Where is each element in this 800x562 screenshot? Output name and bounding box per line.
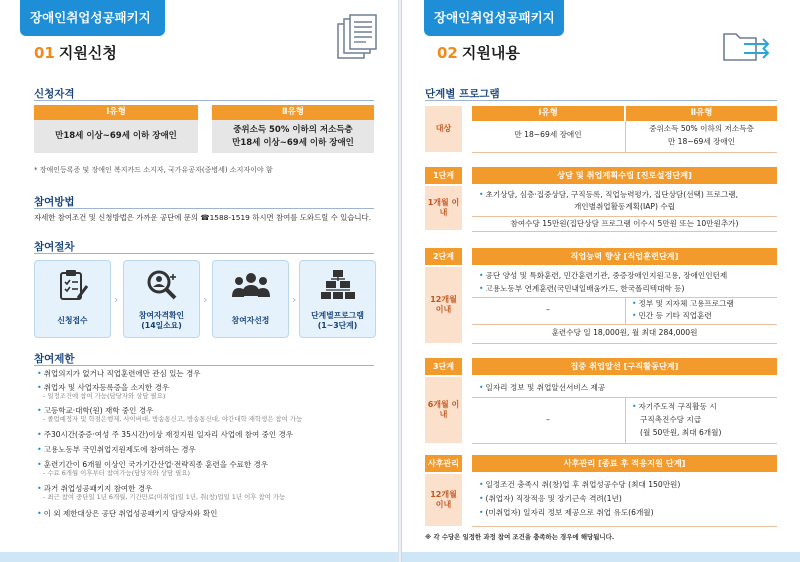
after-label: 사후관리 bbox=[425, 455, 462, 472]
stage2-dash: – bbox=[546, 305, 550, 314]
type1-label: Ⅰ유형 bbox=[34, 105, 198, 120]
hierarchy-icon bbox=[300, 267, 375, 303]
restriction-sub: - 최근 참여 중단일 1년 6개월, 기간만료(미취업)일 1년, 취(창)업일 1년 이후 참여 가능 bbox=[43, 492, 286, 501]
procedure-step-label bbox=[300, 307, 375, 335]
stage1-title: 상담 및 취업계획수립 [진로설정단계] bbox=[472, 167, 777, 184]
restriction-item: • 주30시간(중증·여성 주 35시간)이상 재정지원 일자리 사업에 참여 중인 경우 bbox=[37, 430, 293, 439]
method-heading: 참여방법 bbox=[34, 196, 75, 208]
stage1-line1: • 초기상담, 심층·집중상담, 구직등록, 직업능력평가, 집단상담(선택) 프로그램, bbox=[479, 190, 739, 199]
procedure-step-label bbox=[213, 307, 288, 335]
restriction-text: 고등학교·대학(원) 재학 중인 경우 bbox=[43, 406, 154, 415]
after-line2: • (취업자) 직장적응 및 장기근속 격려(1년) bbox=[479, 494, 622, 503]
target-type1-text: 만 18~69세 장애인 bbox=[514, 130, 582, 139]
stage2-label: 2단계 bbox=[425, 248, 462, 265]
type2-box bbox=[212, 120, 374, 153]
group-icon bbox=[213, 267, 288, 303]
divider bbox=[472, 216, 777, 217]
type2-label: Ⅱ유형 bbox=[212, 105, 374, 120]
type2-line1: 중위소득 50% 이하의 저소득층 bbox=[233, 125, 353, 136]
stage3-title: 집중 취업알선 [구직활동단계] bbox=[472, 358, 777, 375]
stage2-right2: • 민간 등 기타 직업훈련 bbox=[632, 311, 712, 320]
stage3-right1: • 자기주도적 구직활동 시 bbox=[632, 402, 717, 411]
restriction-sub: - 수료 6개월 이후부터 참여가능(담당자와 상담 필요) bbox=[43, 468, 191, 477]
restriction-item: • 취업의지가 없거나 직업훈련에만 관심 있는 경우 bbox=[37, 369, 201, 378]
after-title: 사후관리 [종료 후 적응지원 단계] bbox=[472, 455, 777, 472]
stage3-line1-text: 일자리 정보 및 취업알선서비스 제공 bbox=[485, 383, 606, 392]
stage2-right1: • 정부 및 지자체 고용프로그램 bbox=[632, 299, 734, 308]
stage3-right3: (월 50만원, 최대 6개월) bbox=[640, 428, 722, 437]
restriction-sub: - 일정조건에 참여 가능(담당자와 상담 필요) bbox=[43, 391, 166, 400]
method-text: 자세한 참여조건 및 신청방법은 가까운 공단에 문의 ☎1588-1519 하시면 참여를 도와드릴 수 있습니다. bbox=[34, 213, 372, 222]
restriction-text: 이 외 제한대상은 공단 취업성공패키지 담당자와 확인 bbox=[43, 509, 218, 518]
restriction-item: • 이 외 제한대상은 공단 취업성공패키지 담당자와 확인 bbox=[37, 509, 218, 518]
stage1-label: 1단계 bbox=[425, 167, 462, 184]
stage2-line2-text: 고용노동부 연계훈련(국민내일배움카드, 한국폴리텍대학 등) bbox=[485, 284, 685, 293]
step-label: 참여자격확인 bbox=[138, 310, 185, 320]
stage2-pay: 훈련수당 일 18,000원, 월 최대 284,000원 bbox=[551, 328, 698, 337]
divider bbox=[472, 526, 777, 527]
restrictions-heading: 참여제한 bbox=[34, 353, 75, 365]
divider bbox=[34, 253, 374, 254]
stage1-period: 1개월 이내 bbox=[425, 186, 462, 230]
target-type2-line1: 중위소득 50% 이하의 저소득층 bbox=[649, 124, 754, 133]
target-type1-label: Ⅰ유형 bbox=[472, 106, 624, 121]
left-bottom-band bbox=[0, 552, 398, 562]
document-stack-icon bbox=[336, 14, 378, 68]
stage3-right1-text: 자기주도적 구직활동 시 bbox=[638, 402, 717, 411]
folder-arrow-icon bbox=[722, 28, 772, 68]
right-page-title bbox=[437, 42, 520, 63]
stage2-line2: • 고용노동부 연계훈련(국민내일배움카드, 한국폴리텍대학 등) bbox=[479, 284, 685, 293]
restriction-item: • 취업자 및 사업자등록증을 소지한 경우 - 일정조건에 참여 가능(담당자와 상담 필요) bbox=[37, 383, 387, 400]
divider bbox=[34, 208, 374, 209]
eligibility-note: * 장애인등록증 및 장애인 복지카드 소지자, 국가유공자(중병세) 소지자이야 함 bbox=[34, 166, 273, 174]
right-title-text: 지원내용 bbox=[461, 44, 520, 62]
restriction-text: 취업자 및 사업자등록증을 소지한 경우 bbox=[43, 383, 170, 392]
step-label: 신청접수 bbox=[57, 315, 88, 325]
target-type2-line2: 만 18~69세 장애인 bbox=[667, 137, 736, 146]
procedure-step-label bbox=[35, 307, 110, 335]
after-line1-text: 일정조건 충족시 취(창)업 후 취업성공수당 (최대 150만원) bbox=[485, 480, 681, 489]
divider bbox=[425, 100, 777, 101]
right-tab: 장애인취업성공패키지 bbox=[424, 0, 564, 36]
stage2-line1-text: 공단 양성 및 특화훈련, 민간훈련기관, 중증장애인지원고용, 장애인인턴제 bbox=[485, 271, 728, 280]
left-page-title bbox=[34, 42, 117, 63]
restriction-text: 고용노동부 국민취업지원제도에 참여하는 경우 bbox=[43, 445, 196, 454]
divider bbox=[34, 100, 374, 101]
step-label: 단계별프로그램 bbox=[311, 310, 364, 320]
restriction-item: • 고용노동부 국민취업지원제도에 참여하는 경우 bbox=[37, 445, 196, 454]
stage3-dash: – bbox=[546, 415, 550, 424]
restriction-item: • 과거 취업성공패키지 참여한 경우 - 최근 참여 중단일 1년 6개월, 기간만료(미취업)일 1년, 취(창)업일 1년 이후 참여 가능 bbox=[37, 484, 387, 501]
restriction-text: 과거 취업성공패키지 참여한 경우 bbox=[43, 484, 153, 493]
right-title-number: 02 bbox=[437, 44, 458, 62]
procedure-step-label bbox=[124, 307, 199, 335]
procedure-step-4 bbox=[299, 260, 376, 338]
restriction-item: • 고등학교·대학(원) 재학 중인 경우 - 졸업예정자 및 학점은행제, 사이버대, 방송통신고, 방송통신대, 야간대학 재학생은 참여 가능 bbox=[37, 406, 387, 423]
left-tab: 장애인취업성공패키지 bbox=[20, 0, 165, 36]
type1-text: 만18세 이상~69세 이하 장애인 bbox=[34, 120, 198, 153]
divider bbox=[472, 443, 777, 444]
step-label: 참여자선정 bbox=[231, 315, 270, 325]
divider bbox=[472, 231, 777, 232]
after-line2-text: (취업자) 직장적응 및 장기근속 격려(1년) bbox=[485, 494, 622, 503]
divider bbox=[472, 343, 777, 344]
stage1-line2: 개인별취업활동계획(IAP) 수립 bbox=[573, 202, 676, 211]
eligibility-heading: 신청자격 bbox=[34, 88, 75, 100]
restriction-item: • 훈련기간이 6개월 이상인 국가기간산업·전략직종 훈련을 수료한 경우 - 수료 6개월 이후부터 참여가능(담당자와 상담 필요) bbox=[37, 460, 387, 477]
left-title-number: 01 bbox=[34, 44, 55, 62]
divider bbox=[34, 365, 374, 366]
stage2-right1-text: 정부 및 지자체 고용프로그램 bbox=[638, 299, 734, 308]
divider bbox=[472, 152, 777, 153]
procedure-step-2 bbox=[123, 260, 200, 338]
left-title-text: 지원신청 bbox=[58, 44, 117, 62]
procedure-step-1 bbox=[34, 260, 111, 338]
right-bottom-band bbox=[402, 552, 800, 562]
procedure-heading: 참여절차 bbox=[34, 241, 75, 253]
stage3-line1: • 일자리 정보 및 취업알선서비스 제공 bbox=[479, 383, 606, 392]
restriction-text: 주30시간(중증·여성 주 35시간)이상 재정지원 일자리 사업에 참여 중인 경우 bbox=[43, 430, 293, 439]
restriction-sub: - 졸업예정자 및 학점은행제, 사이버대, 방송통신고, 방송통신대, 야간대학 재학생은 참여 가능 bbox=[43, 414, 303, 423]
after-line3-text: (미취업자) 일자리 정보 제공으로 취업 유도(6개월) bbox=[485, 508, 654, 517]
stage2-period: 12개월 이내 bbox=[425, 267, 462, 343]
after-period: 12개월 이내 bbox=[425, 474, 462, 526]
divider bbox=[625, 397, 626, 443]
chevron-right-icon: › bbox=[203, 293, 208, 306]
stage3-period: 6개월 이내 bbox=[425, 377, 462, 443]
step-sublabel: (14일소요) bbox=[141, 321, 182, 330]
chevron-right-icon: › bbox=[292, 293, 297, 306]
program-heading: 단계별 프로그램 bbox=[425, 88, 500, 100]
divider bbox=[625, 121, 626, 152]
restriction-text: 취업의지가 없거나 직업훈련에만 관심 있는 경우 bbox=[43, 369, 201, 378]
target-type2-label: Ⅱ유형 bbox=[626, 106, 777, 121]
stage3-label: 3단계 bbox=[425, 358, 462, 375]
after-line3: • (미취업자) 일자리 정보 제공으로 취업 유도(6개월) bbox=[479, 508, 654, 517]
right-footnote: ※ 각 수당은 일정한 과정 참여 조건을 충족하는 경우에 해당됩니다. bbox=[425, 533, 615, 541]
after-line1: • 일정조건 충족시 취(창)업 후 취업성공수당 (최대 150만원) bbox=[479, 480, 681, 489]
procedure-step-3 bbox=[212, 260, 289, 338]
divider bbox=[625, 297, 626, 324]
stage2-right2-text: 민간 등 기타 직업훈련 bbox=[638, 311, 712, 320]
clipboard-icon bbox=[35, 267, 110, 303]
type2-line2: 만18세 이상~69세 이하 장애인 bbox=[232, 137, 354, 148]
stage3-right2: 구직촉진수당 지급 bbox=[640, 415, 702, 424]
stage2-title: 직업능력 향상 [직업훈련단계] bbox=[472, 248, 777, 265]
stage2-line1: • 공단 양성 및 특화훈련, 민간훈련기관, 중증장애인지원고용, 장애인인턴제 bbox=[479, 271, 728, 280]
restriction-text: 훈련기간이 6개월 이상인 국가기간산업·전략직종 훈련을 수료한 경우 bbox=[43, 460, 269, 469]
target-label: 대상 bbox=[425, 106, 462, 152]
chevron-right-icon: › bbox=[114, 293, 119, 306]
stage1-pay: 참여수당 15만원(집단상담 프로그램 이수시 5만원 또는 10만원추가) bbox=[510, 219, 739, 228]
divider bbox=[472, 324, 777, 325]
search-person-icon bbox=[124, 267, 199, 303]
step-sublabel: (1~3단계) bbox=[317, 321, 358, 330]
stage1-line1-text: 초기상담, 심층·집중상담, 구직등록, 직업능력평가, 집단상담(선택) 프로그램, bbox=[485, 190, 739, 199]
